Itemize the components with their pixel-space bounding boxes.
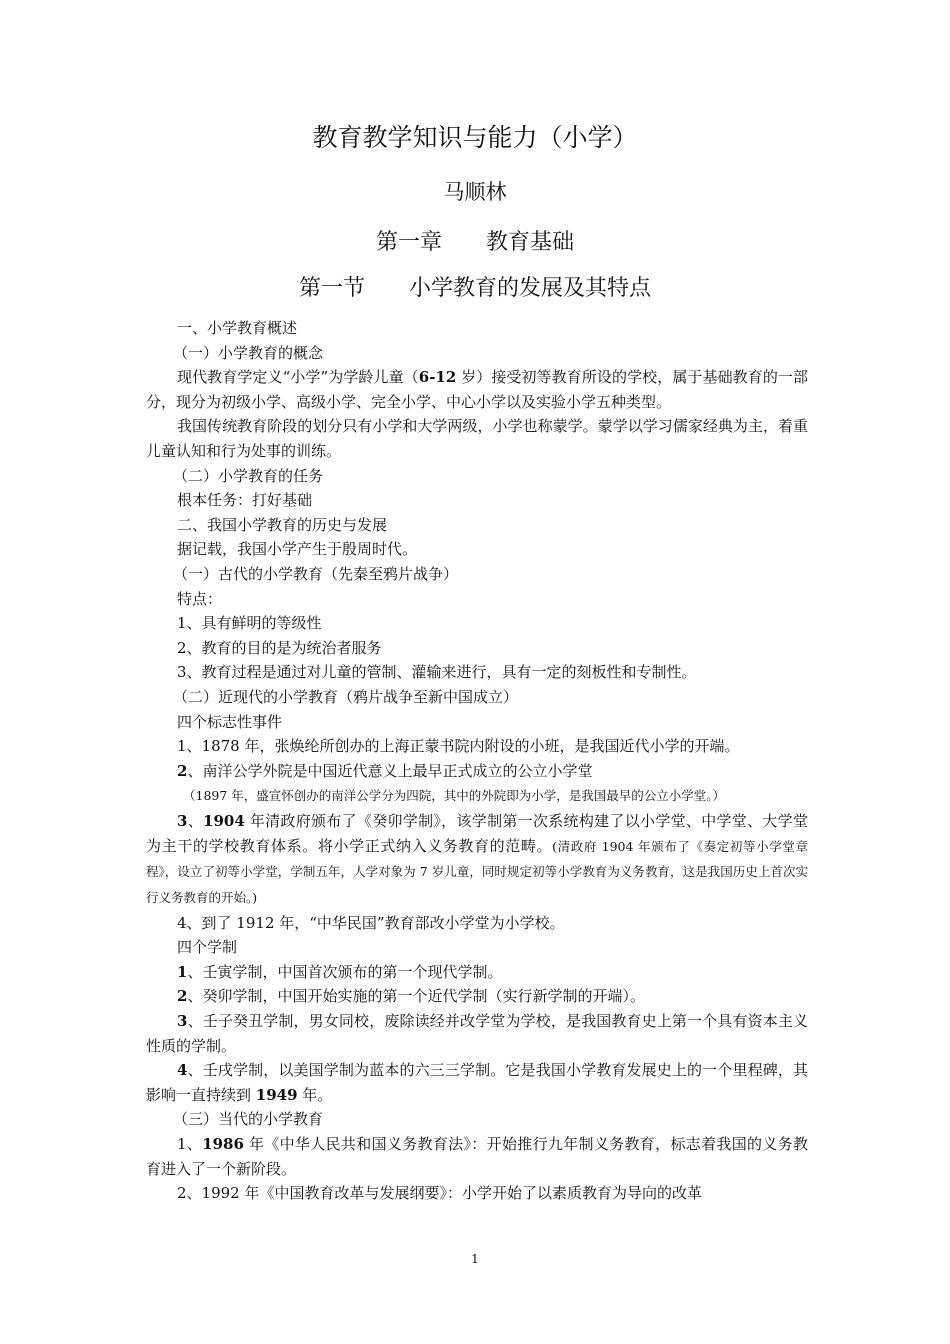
text-run: 、癸卯学制，中国开始实施的第一个近代学制（实行新学制的开端）。 bbox=[187, 987, 645, 1006]
note-inline: (清政府 1904 年颁布了《奏定初等小学堂章程》，设立了初等小学堂，学制五年，人学对象为 7 岁儿童，同时规定初等小学教育为义务教育，这是我国历史上首次实行义务教育的开始。) bbox=[146, 838, 808, 906]
list-item bbox=[146, 1132, 808, 1181]
text-run-bold: 2 bbox=[177, 987, 188, 1006]
text-run: 年清政府颁布了《癸卯学制》，该学制第一次系统构建了以小学堂、中学堂、大学堂为主干的学校教育体系。将小学正式纳入义务教育的范畴。 bbox=[146, 812, 808, 855]
text-run-bold: 3 bbox=[177, 812, 188, 831]
text-run: 现代教育学定义“小学”为学龄儿童（ bbox=[177, 368, 419, 387]
chapter-name: 教育基础 bbox=[486, 230, 575, 255]
paragraph: 四个标志性事件 bbox=[177, 712, 283, 731]
list-item bbox=[146, 1058, 808, 1107]
doc-title: 教育教学知识与能力（小学） bbox=[312, 123, 638, 152]
list-item bbox=[146, 1009, 808, 1058]
section-number: 第一节 bbox=[298, 276, 365, 301]
paragraph bbox=[146, 365, 808, 414]
list-item bbox=[146, 759, 808, 784]
text-run-bold: 2 bbox=[177, 761, 188, 780]
text-run-bold: 1949 bbox=[255, 1085, 298, 1104]
document-body bbox=[146, 316, 808, 1206]
paragraph: 我国传统教育阶段的划分只有小学和大学两级，小学也称蒙学。蒙学以学习儒家经典为主，着重儿童认知和行为处事的训练。 bbox=[146, 417, 808, 460]
subheading-2-1: （一）古代的小学教育（先秦至鸦片战争） bbox=[173, 564, 459, 583]
page-number: 1 bbox=[471, 1252, 479, 1266]
text-run-bold: 6-12 bbox=[418, 368, 457, 387]
text-run: 年。 bbox=[297, 1085, 333, 1104]
list-item bbox=[146, 809, 808, 910]
paragraph: 据记载，我国小学产生于殷周时代。 bbox=[177, 540, 418, 559]
text-run-bold: 4 bbox=[177, 1061, 188, 1080]
text-run: 、壬戌学制，以美国学制为蓝本的六三三学制。它是我国小学教育发展史上的一个里程碑，其影响一直持续到 bbox=[146, 1061, 808, 1104]
text-run: 、壬寅学制，中国首次颁布的第一个现代学制。 bbox=[187, 962, 503, 981]
section-heading bbox=[0, 271, 950, 302]
subheading-1-2: （二）小学教育的任务 bbox=[173, 466, 324, 485]
paragraph: 特点： bbox=[177, 589, 223, 608]
list-item: 1、具有鲜明的等级性 bbox=[177, 614, 322, 633]
section-name: 小学教育的发展及其特点 bbox=[409, 276, 652, 301]
paragraph: 根本任务：打好基础 bbox=[177, 491, 313, 510]
list-item: 2、1992 年《中国教育改革与发展纲要》：小学开始了以素质教育为导向的改革 bbox=[177, 1184, 702, 1203]
chapter-heading bbox=[0, 225, 950, 256]
text-run: 1、 bbox=[177, 1135, 203, 1153]
heading-1: 一、小学教育概述 bbox=[177, 319, 298, 337]
text-run: 年《中华人民共和国义务教育法》：开始推行九年制义务教育，标志着我国的义务教育进入了一个新阶段。 bbox=[146, 1135, 808, 1178]
text-run: 、壬子癸丑学制，男女同校，废除读经并改学堂为学校，是我国教育史上第一个具有资本主义性质的学制。 bbox=[146, 1012, 808, 1055]
subheading-2-2: （二）近现代的小学教育（鸦片战争至新中国成立） bbox=[173, 687, 519, 706]
text-run: 岁）接受初等教育所设的学校，属于基础教育的一部分，现分为初级小学、高级小学、完全小学、中心小学以及实验小学五种类型。 bbox=[146, 368, 808, 411]
subheading-1-1: （一）小学教育的概念 bbox=[173, 343, 324, 362]
list-item bbox=[146, 984, 808, 1009]
text-run-bold: 1904 bbox=[203, 812, 245, 831]
text-run-bold: 3 bbox=[177, 1012, 188, 1031]
list-item: 4、到了 1912 年，“中华民国”教育部改小学堂为小学校。 bbox=[177, 913, 565, 932]
paragraph: 四个学制 bbox=[177, 938, 238, 957]
subheading-2-3: （三）当代的小学教育 bbox=[173, 1110, 324, 1129]
list-item: 1、1878 年，张焕纶所创办的上海正蒙书院内附设的小班，是我国近代小学的开端。 bbox=[177, 737, 740, 756]
text-run-bold: 1986 bbox=[202, 1135, 244, 1153]
text-run: 、南洋公学外院是中国近代意义上最早正式成立的公立小学堂 bbox=[187, 761, 593, 780]
list-item: 3、教育过程是通过对儿童的管制、灌输来进行，具有一定的刻板性和专制性。 bbox=[177, 663, 697, 682]
chapter-number: 第一章 bbox=[375, 230, 442, 255]
list-item bbox=[146, 960, 808, 985]
text-run-bold: 1 bbox=[177, 962, 188, 981]
list-item: 2、教育的目的是为统治者服务 bbox=[177, 638, 382, 657]
text-run: 、 bbox=[187, 812, 204, 831]
doc-author: 马顺林 bbox=[443, 180, 507, 204]
note: （1897 年，盛宣怀创办的南洋公学分为四院，其中的外院即为小学，是我国最早的公立小学堂。） bbox=[183, 788, 726, 804]
heading-2: 二、我国小学教育的历史与发展 bbox=[177, 515, 388, 534]
